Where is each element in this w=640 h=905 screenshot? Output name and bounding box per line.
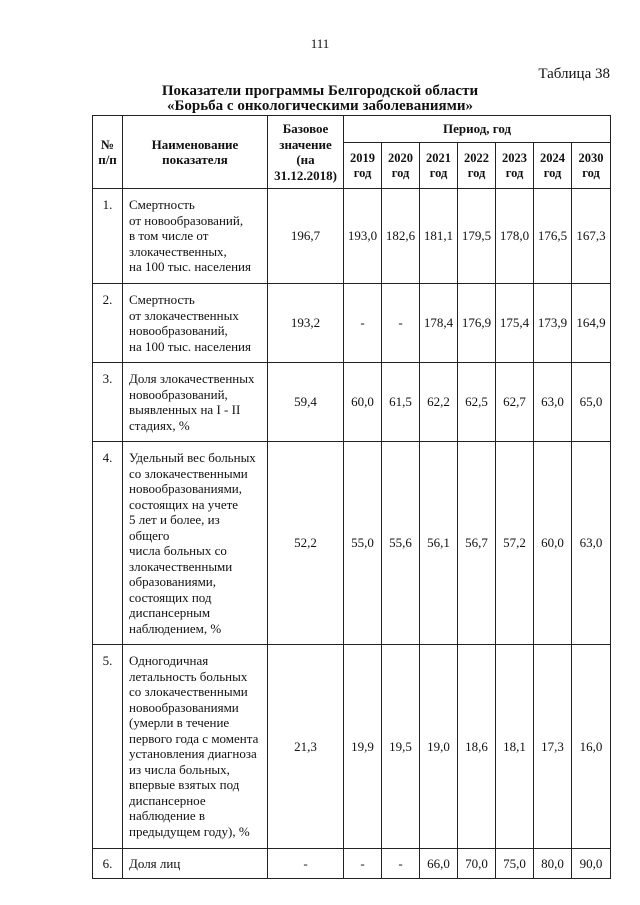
base-value: 21,3 <box>268 645 344 849</box>
value-2023: 75,0 <box>496 849 534 879</box>
table-row <box>93 363 611 442</box>
value-2021: 19,0 <box>420 645 458 849</box>
header-year-2030: 2030 год <box>572 143 611 189</box>
value-2024: 173,9 <box>534 284 572 363</box>
base-value: - <box>268 849 344 879</box>
value-2020: - <box>382 284 420 363</box>
title-line-1: Показатели программы Белгородской области <box>161 83 479 99</box>
header-year-2021: 2021 год <box>420 143 458 189</box>
value-2022: 176,9 <box>458 284 496 363</box>
value-2019: 19,9 <box>344 645 382 849</box>
indicators-table <box>92 115 611 879</box>
value-2023: 178,0 <box>496 189 534 284</box>
value-2022: 18,6 <box>458 645 496 849</box>
header-period: Период, год <box>344 116 611 143</box>
row-name: Смертность от злокачественных новообразований, на 100 тыс. населения <box>123 284 268 363</box>
table-row <box>93 189 611 284</box>
value-2024: 176,5 <box>534 189 572 284</box>
base-value: 59,4 <box>268 363 344 442</box>
table-label: Таблица 38 <box>538 66 610 82</box>
value-2021: 178,4 <box>420 284 458 363</box>
value-2021: 56,1 <box>420 442 458 645</box>
value-2020: 182,6 <box>382 189 420 284</box>
page-number: 111 <box>310 36 330 51</box>
row-name: Доля злокачественных новообразований, выявленных на I - II стадиях, % <box>123 363 268 442</box>
value-2023: 62,7 <box>496 363 534 442</box>
value-2023: 18,1 <box>496 645 534 849</box>
value-2020: 61,5 <box>382 363 420 442</box>
value-2030: 63,0 <box>572 442 611 645</box>
row-name: Смертность от новообразований, в том числе от злокачественных, на 100 тыс. населения <box>123 189 268 284</box>
header-year-2023: 2023 год <box>496 143 534 189</box>
header-year-2024: 2024 год <box>534 143 572 189</box>
value-2020: 55,6 <box>382 442 420 645</box>
header-year-2022: 2022 год <box>458 143 496 189</box>
value-2019: 60,0 <box>344 363 382 442</box>
row-number: 2. <box>93 284 123 363</box>
value-2024: 63,0 <box>534 363 572 442</box>
value-2019: - <box>344 849 382 879</box>
row-number: 6. <box>93 849 123 879</box>
value-2021: 66,0 <box>420 849 458 879</box>
value-2030: 16,0 <box>572 645 611 849</box>
header-row-1 <box>93 116 611 143</box>
value-2030: 90,0 <box>572 849 611 879</box>
header-num: № п/п <box>93 116 123 189</box>
header-base: Базовое значение (на 31.12.2018) <box>268 116 344 189</box>
row-number: 5. <box>93 645 123 849</box>
base-value: 52,2 <box>268 442 344 645</box>
value-2030: 164,9 <box>572 284 611 363</box>
value-2020: 19,5 <box>382 645 420 849</box>
value-2022: 179,5 <box>458 189 496 284</box>
row-number: 3. <box>93 363 123 442</box>
base-value: 193,2 <box>268 284 344 363</box>
row-name: Удельный вес больных со злокачественными новообразованиями, состоящих на учете 5 лет и более, из общего числа больных со злокачественными образованиями, состоящих под диспансерным наблюдением, % <box>123 442 268 645</box>
value-2022: 70,0 <box>458 849 496 879</box>
row-name: Одногодичная летальность больных со злокачественными новообразованиями (умерли в течение первого года с момента установления диагноза из числа больных, впервые взятых под диспансерное наблюдение в предыдущем году), % <box>123 645 268 849</box>
row-name: Доля лиц <box>123 849 268 879</box>
value-2023: 175,4 <box>496 284 534 363</box>
value-2024: 60,0 <box>534 442 572 645</box>
table-row <box>93 645 611 849</box>
table-row <box>93 284 611 363</box>
value-2021: 181,1 <box>420 189 458 284</box>
value-2024: 17,3 <box>534 645 572 849</box>
header-year-2019: 2019 год <box>344 143 382 189</box>
value-2024: 80,0 <box>534 849 572 879</box>
value-2023: 57,2 <box>496 442 534 645</box>
value-2022: 56,7 <box>458 442 496 645</box>
table-row <box>93 849 611 879</box>
value-2021: 62,2 <box>420 363 458 442</box>
base-value: 196,7 <box>268 189 344 284</box>
value-2022: 62,5 <box>458 363 496 442</box>
header-name: Наименование показателя <box>123 116 268 189</box>
row-number: 1. <box>93 189 123 284</box>
table-title <box>0 84 640 114</box>
row-number: 4. <box>93 442 123 645</box>
value-2019: 193,0 <box>344 189 382 284</box>
value-2030: 167,3 <box>572 189 611 284</box>
value-2020: - <box>382 849 420 879</box>
value-2019: - <box>344 284 382 363</box>
title-line-2: «Борьба с онкологическими заболеваниями» <box>166 98 474 114</box>
header-year-2020: 2020 год <box>382 143 420 189</box>
table-row <box>93 442 611 645</box>
value-2030: 65,0 <box>572 363 611 442</box>
value-2019: 55,0 <box>344 442 382 645</box>
